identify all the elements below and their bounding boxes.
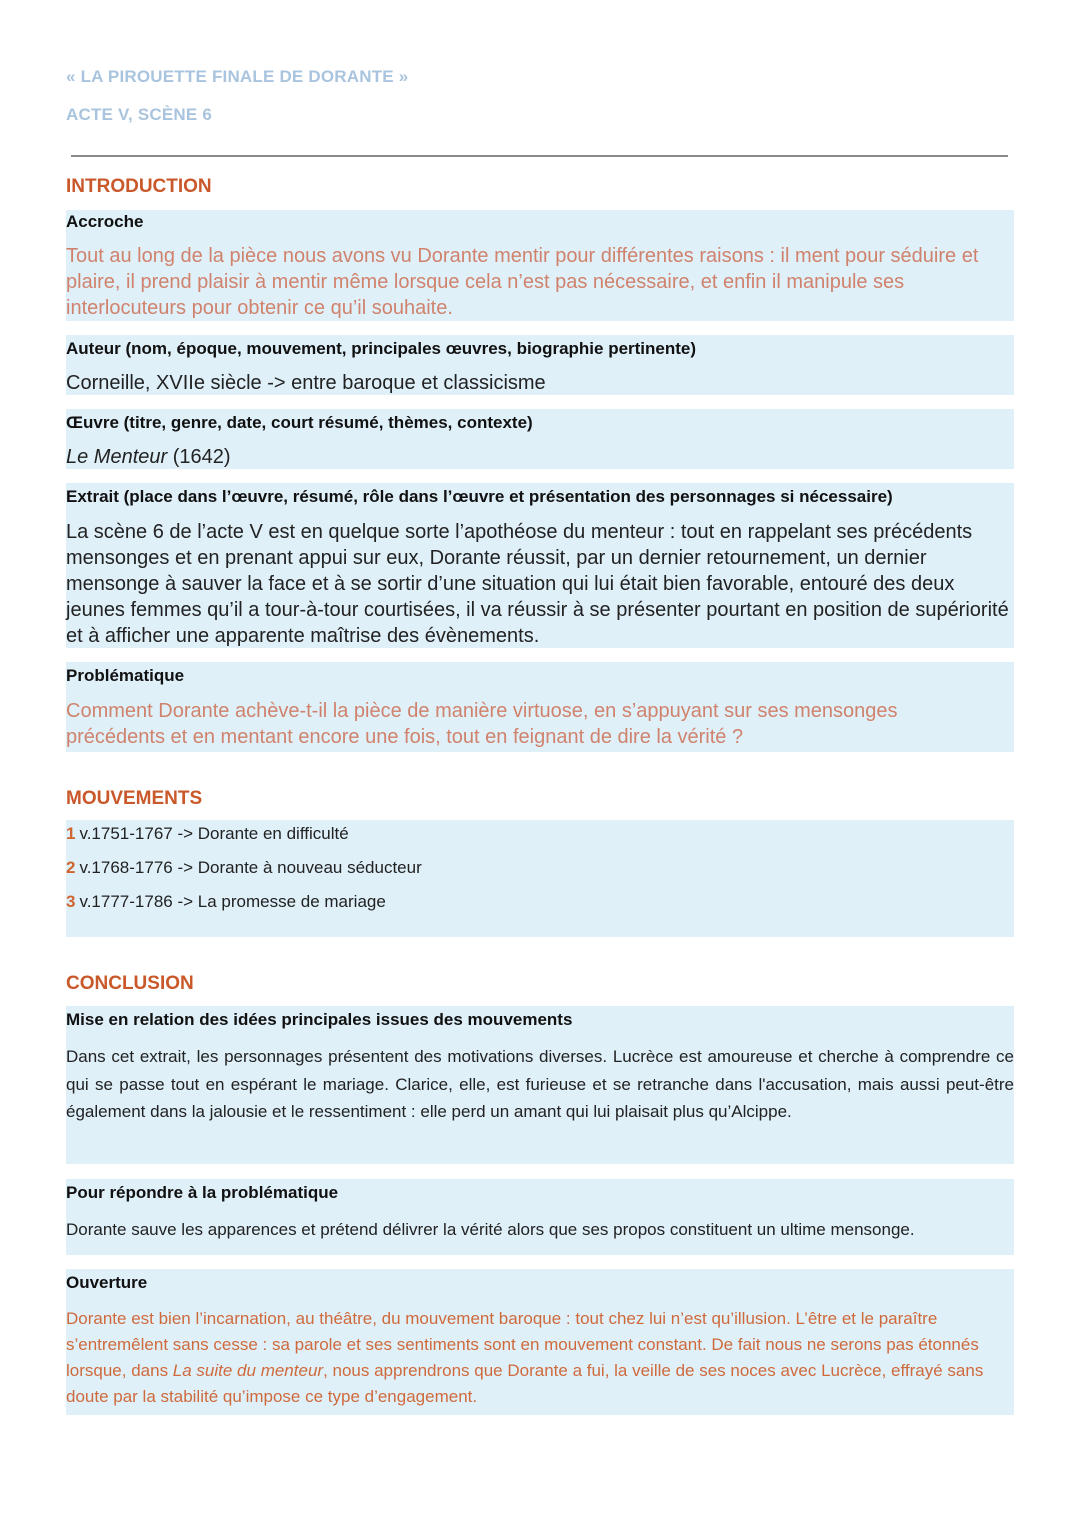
oeuvre-date: (1642) <box>167 446 231 468</box>
auteur-text: Corneille, XVIIe siècle -> entre baroque et classicisme <box>66 372 546 394</box>
conclusion-heading: CONCLUSION <box>66 973 194 994</box>
mouvement-item: 3 v.1777-1786 -> La promesse de mariage <box>66 892 386 911</box>
reponse-label: Pour répondre à la problématique <box>66 1183 339 1202</box>
mouvement-item: 2 v.1768-1776 -> Dorante à nouveau séducteur <box>66 858 422 877</box>
mouvements-box <box>66 820 1014 937</box>
auteur-label: Auteur (nom, époque, mouvement, principales œuvres, biographie pertinente) <box>66 339 697 358</box>
relation-box <box>66 1006 1014 1164</box>
problematique-label: Problématique <box>66 666 185 685</box>
extrait-box <box>66 483 1014 648</box>
problematique-box <box>66 662 1014 752</box>
oeuvre-label: Œuvre (titre, genre, date, court résumé, thèmes, contexte) <box>66 413 533 432</box>
problematique-text: Comment Dorante achève-t-il la pièce de manière virtuose, en s’appuyant sur ses mensonges précédents et en mentant encore une fois, tout en feignant de dire la vérité ? <box>66 700 898 748</box>
relation-text: Dans cet extrait, les personnages présentent des motivations diverses. Lucrèce est amoureuse et cherche à comprendre ce qui se passe tout en espérant le mariage. Clarice, elle, est furieuse et se retranche dans l'accusation, mais aussi peut-être également dans la jalousie et le ressentiment : elle perd un amant qui lui plaisait plus qu’Alcippe. <box>66 1047 1014 1121</box>
oeuvre-box <box>66 409 1014 469</box>
divider <box>71 155 1008 157</box>
auteur-box <box>66 335 1014 395</box>
extrait-label: Extrait (place dans l’œuvre, résumé, rôle dans l’œuvre et présentation des personnages si nécessaire) <box>66 487 893 506</box>
oeuvre-text <box>66 444 1008 470</box>
introduction-heading: INTRODUCTION <box>66 176 212 197</box>
ouverture-label: Ouverture <box>66 1273 148 1292</box>
reponse-box <box>66 1179 1014 1255</box>
ouverture-work-title: La suite du menteur <box>172 1361 324 1380</box>
accroche-label: Accroche <box>66 212 144 231</box>
extrait-text: La scène 6 de l’acte V est en quelque sorte l’apothéose du menteur : tout en rappelant ses précédents mensonges et en prenant appui sur eux, Dorante réussit, par un dernier retournement, un dernier mensonge à sauver la face et à se sortir d’une situation qui lui était bien favorable, entouré des deux jeunes femmes qu’il a tour-à-tour courtisées, il va réussir à se présenter pourtant en position de supériorité et à afficher une apparente maîtrise des évènements. <box>66 521 1009 647</box>
relation-label: Mise en relation des idées principales issues des mouvements <box>66 1010 573 1029</box>
ouverture-text: Dorante est bien l’incarnation, au théâtre, du mouvement baroque : tout chez lui n’est qu’illusion. L’être et le paraître s’entremêlent sans cesse : sa parole et ses sentiments sont en mouvement constant. De fait nous ne serons pas étonnés lorsque, dans La suite du menteur, nous apprendrons que Dorante a fui, la veille de ses noces avec Lucrèce, effrayé sans doute par la stabilité qu’impose ce type d’engagement. <box>66 1309 984 1406</box>
accroche-text: Tout au long de la pièce nous avons vu Dorante mentir pour différentes raisons : il ment pour séduire et plaire, il prend plaisir à mentir même lorsque cela n’est pas nécessaire, et enfin il manipule ses interlocuteurs pour obtenir ce qu’il souhaite. <box>66 245 979 319</box>
document-subtitle: ACTE V, SCÈNE 6 <box>66 105 212 124</box>
document-title: « LA PIROUETTE FINALE DE DORANTE » <box>66 67 409 86</box>
mouvement-item: 1 v.1751-1767 -> Dorante en difficulté <box>66 824 349 843</box>
accroche-box <box>66 210 1014 321</box>
mouvements-heading: MOUVEMENTS <box>66 788 203 809</box>
ouverture-box <box>66 1269 1014 1415</box>
reponse-text: Dorante sauve les apparences et prétend délivrer la vérité alors que ses propos constituent un ultime mensonge. <box>66 1220 915 1239</box>
oeuvre-title: Le Menteur <box>66 446 168 468</box>
